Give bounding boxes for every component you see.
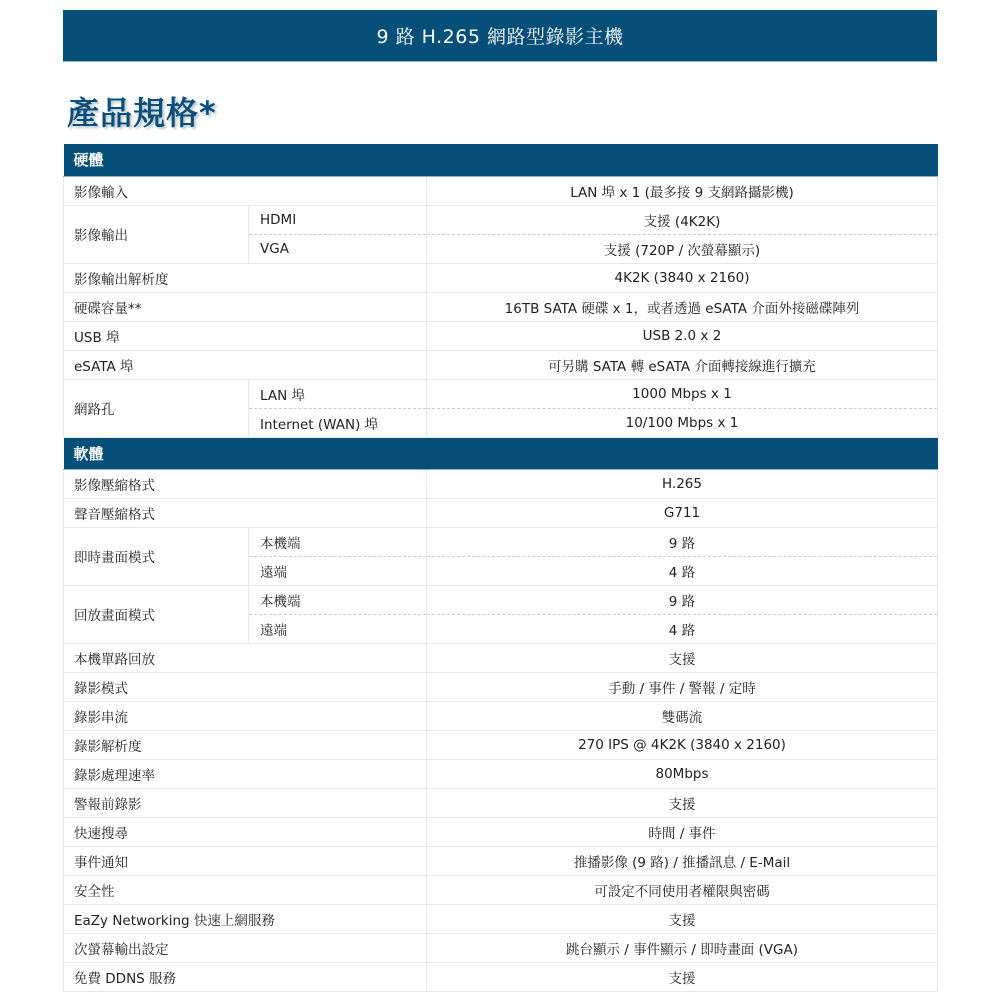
spec-label: 回放畫面模式 xyxy=(64,585,249,643)
table-row xyxy=(64,176,938,205)
table-row xyxy=(64,817,938,846)
category-label: 軟體 xyxy=(64,437,938,469)
spec-value: 推播影像 (9 路) / 推播訊息 / E-Mail xyxy=(427,846,938,875)
table-row xyxy=(64,263,938,292)
spec-label: 本機單路回放 xyxy=(64,643,427,672)
section-heading: 產品規格* xyxy=(67,94,217,132)
spec-sublabel: 本機端 xyxy=(249,585,427,614)
spec-label: 免費 DDNS 服務 xyxy=(64,962,427,991)
spec-value: 4 路 xyxy=(427,556,938,585)
spec-value: 支援 xyxy=(427,643,938,672)
spec-label: eSATA 埠 xyxy=(64,350,427,379)
spec-label: 錄影解析度 xyxy=(64,730,427,759)
category-label: 硬體 xyxy=(64,144,938,176)
category-hardware xyxy=(64,144,938,176)
spec-label: 錄影串流 xyxy=(64,701,427,730)
spec-value: 1000 Mbps x 1 xyxy=(427,379,938,408)
spec-value: 支援 (720P / 次螢幕顯示) xyxy=(427,234,938,263)
spec-label: 影像輸出 xyxy=(64,205,249,263)
category-software xyxy=(64,437,938,469)
table-row xyxy=(64,904,938,933)
spec-value: 9 路 xyxy=(427,585,938,614)
spec-value: H.265 xyxy=(427,469,938,498)
spec-value: 可另購 SATA 轉 eSATA 介面轉接線進行擴充 xyxy=(427,350,938,379)
spec-sublabel: 遠端 xyxy=(249,614,427,643)
spec-label: 快速搜尋 xyxy=(64,817,427,846)
table-row xyxy=(64,643,938,672)
spec-value: 支援 (4K2K) xyxy=(427,205,938,234)
spec-label: 硬碟容量** xyxy=(64,292,427,321)
table-row xyxy=(64,875,938,904)
spec-label: USB 埠 xyxy=(64,321,427,350)
spec-sublabel: LAN 埠 xyxy=(249,379,427,408)
spec-value: 270 IPS @ 4K2K (3840 x 2160) xyxy=(427,730,938,759)
spec-label: 聲音壓縮格式 xyxy=(64,498,427,527)
table-row xyxy=(64,701,938,730)
spec-value: 4 路 xyxy=(427,614,938,643)
spec-label: 安全性 xyxy=(64,875,427,904)
table-row xyxy=(64,585,938,614)
table-row xyxy=(64,846,938,875)
spec-value: G711 xyxy=(427,498,938,527)
spec-label: 錄影模式 xyxy=(64,672,427,701)
spec-value: 80Mbps xyxy=(427,759,938,788)
spec-label: 警報前錄影 xyxy=(64,788,427,817)
spec-label: 網路孔 xyxy=(64,379,249,437)
table-row xyxy=(64,672,938,701)
spec-value: 16TB SATA 硬碟 x 1，或者透過 eSATA 介面外接磁碟陣列 xyxy=(427,292,938,321)
table-row xyxy=(64,788,938,817)
table-row xyxy=(64,527,938,556)
spec-value: 手動 / 事件 / 警報 / 定時 xyxy=(427,672,938,701)
spec-label: 影像輸出解析度 xyxy=(64,263,427,292)
table-row xyxy=(64,321,938,350)
spec-sublabel: 本機端 xyxy=(249,527,427,556)
spec-value: 時間 / 事件 xyxy=(427,817,938,846)
spec-value: 支援 xyxy=(427,962,938,991)
table-row xyxy=(64,498,938,527)
spec-label: 錄影處理速率 xyxy=(64,759,427,788)
table-row xyxy=(64,292,938,321)
spec-value: 支援 xyxy=(427,788,938,817)
spec-table xyxy=(63,144,938,992)
spec-label: 次螢幕輸出設定 xyxy=(64,933,427,962)
spec-value: LAN 埠 x 1 (最多接 9 支網路攝影機) xyxy=(427,176,938,205)
table-row xyxy=(64,379,938,408)
spec-value: USB 2.0 x 2 xyxy=(427,321,938,350)
spec-value: 9 路 xyxy=(427,527,938,556)
spec-value: 可設定不同使用者權限與密碼 xyxy=(427,875,938,904)
spec-value: 4K2K (3840 x 2160) xyxy=(427,263,938,292)
spec-sublabel: VGA xyxy=(249,234,427,263)
spec-value: 跳台顯示 / 事件顯示 / 即時畫面 (VGA) xyxy=(427,933,938,962)
spec-sublabel: Internet (WAN) 埠 xyxy=(249,408,427,437)
spec-label: 影像輸入 xyxy=(64,176,427,205)
table-row xyxy=(64,730,938,759)
spec-value: 支援 xyxy=(427,904,938,933)
product-title-bar xyxy=(63,10,937,62)
spec-sublabel: 遠端 xyxy=(249,556,427,585)
table-row xyxy=(64,962,938,991)
spec-label: EaZy Networking 快速上網服務 xyxy=(64,904,427,933)
table-row xyxy=(64,933,938,962)
spec-sublabel: HDMI xyxy=(249,205,427,234)
table-row xyxy=(64,350,938,379)
table-row xyxy=(64,205,938,234)
table-row xyxy=(64,759,938,788)
spec-label: 事件通知 xyxy=(64,846,427,875)
spec-value: 10/100 Mbps x 1 xyxy=(427,408,938,437)
product-title: 9 路 H.265 網路型錄影主機 xyxy=(376,26,624,48)
table-row xyxy=(64,469,938,498)
spec-label: 即時畫面模式 xyxy=(64,527,249,585)
spec-value: 雙碼流 xyxy=(427,701,938,730)
spec-label: 影像壓縮格式 xyxy=(64,469,427,498)
